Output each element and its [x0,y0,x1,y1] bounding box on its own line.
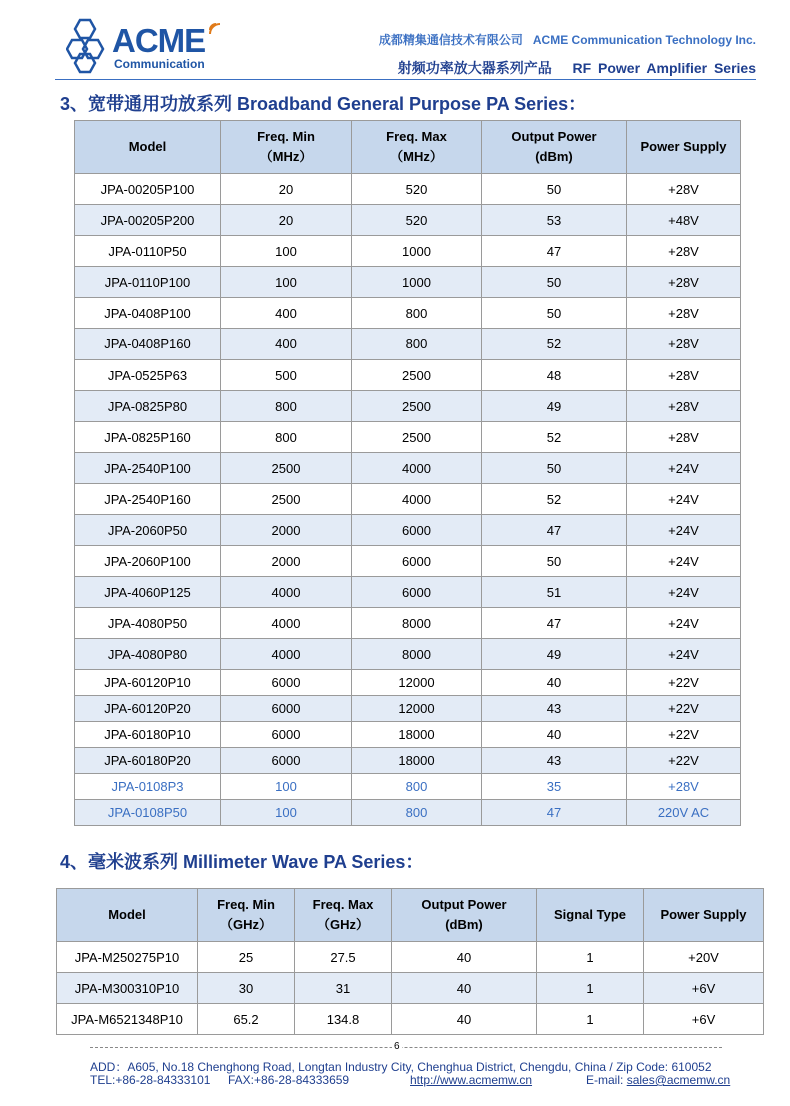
table-row [75,546,741,577]
cell-model: JPA-2060P100 [75,546,221,577]
cell-freq-max: 2500 [352,391,482,422]
cell-power-supply: +28V [627,236,741,267]
cell-freq-max: 800 [352,298,482,329]
cell-freq-min: 6000 [221,696,352,722]
company-name-cn: 成都精集通信技术有限公司 [378,33,523,47]
cell-power-supply: +28V [627,774,741,800]
cell-power-supply: +28V [627,391,741,422]
table-row [75,639,741,670]
cell-power-supply: +22V [627,670,741,696]
broadband-table-body [75,174,741,826]
table-row [75,236,741,267]
cell-output-power: 50 [482,453,627,484]
cell-power-supply: +6V [644,1004,764,1035]
cell-power-supply: +28V [627,267,741,298]
cell-output-power: 35 [482,774,627,800]
col-header-freq-min: Freq. Min （GHz） [198,889,295,942]
product-series [398,58,756,78]
millimeter-pa-table [56,888,764,1035]
table-row [75,174,741,205]
cell-output-power: 40 [392,973,537,1004]
cell-output-power: 50 [482,546,627,577]
table-row [75,696,741,722]
table-row [75,453,741,484]
cell-freq-max: 520 [352,174,482,205]
cell-power-supply: +24V [627,453,741,484]
section-title-broadband: 3、宽带通用功放系列 Broadband General Purpose PA Series： [60,94,587,114]
cell-model: JPA-0110P100 [75,267,221,298]
cell-freq-max: 12000 [352,670,482,696]
cell-model: JPA-M6521348P10 [57,1004,198,1035]
cell-freq-min: 20 [221,205,352,236]
table-row [75,670,741,696]
cell-power-supply: +24V [627,608,741,639]
cell-power-supply: +24V [627,546,741,577]
cell-output-power: 48 [482,360,627,391]
table-row [57,973,764,1004]
footer-divider [90,1047,722,1048]
cell-power-supply: +28V [627,360,741,391]
cell-power-supply: +22V [627,722,741,748]
col-header-output-power: Output Power (dBm) [482,121,627,174]
cell-freq-min: 100 [221,774,352,800]
cell-freq-max: 4000 [352,453,482,484]
cell-freq-min: 4000 [221,608,352,639]
cell-freq-min: 4000 [221,577,352,608]
cell-model: JPA-0825P80 [75,391,221,422]
cell-power-supply: +24V [627,639,741,670]
table-row [75,800,741,826]
cell-model: JPA-60180P10 [75,722,221,748]
product-series-en: RF Power Amplifier Series [572,60,756,76]
cell-freq-min: 400 [221,329,352,360]
cell-power-supply: +22V [627,748,741,774]
cell-model: JPA-2540P160 [75,484,221,515]
cell-output-power: 40 [392,942,537,973]
cell-freq-max: 800 [352,329,482,360]
cell-output-power: 53 [482,205,627,236]
cell-output-power: 52 [482,484,627,515]
cell-freq-min: 100 [221,267,352,298]
acme-logo [66,18,226,74]
cell-power-supply: 220V AC [627,800,741,826]
cell-model: JPA-0108P3 [75,774,221,800]
cell-freq-max: 800 [352,800,482,826]
cell-output-power: 50 [482,174,627,205]
cell-freq-max: 1000 [352,236,482,267]
table-row [75,748,741,774]
section-title-millimeter: 4、毫米波系列 Millimeter Wave PA Series： [60,852,424,872]
cell-model: JPA-4080P50 [75,608,221,639]
cell-freq-min: 800 [221,422,352,453]
cell-output-power: 43 [482,748,627,774]
cell-model: JPA-0108P50 [75,800,221,826]
cell-freq-min: 2500 [221,453,352,484]
cell-freq-max: 18000 [352,748,482,774]
cell-output-power: 50 [482,298,627,329]
cell-power-supply: +28V [627,422,741,453]
table-row [75,360,741,391]
logo-subtitle: Communication [114,57,205,71]
cell-freq-max: 27.5 [295,942,392,973]
table-row [75,391,741,422]
signal-icon [208,22,222,36]
cell-output-power: 40 [482,722,627,748]
cell-freq-min: 800 [221,391,352,422]
cell-model: JPA-0525P63 [75,360,221,391]
cell-output-power: 40 [482,670,627,696]
cell-model: JPA-2060P50 [75,515,221,546]
cell-model: JPA-M300310P10 [57,973,198,1004]
cell-model: JPA-2540P100 [75,453,221,484]
table-row [75,515,741,546]
cell-model: JPA-60120P20 [75,696,221,722]
cell-model: JPA-0408P100 [75,298,221,329]
product-series-cn: 射频功率放大器系列产品 [397,60,552,76]
cell-freq-min: 500 [221,360,352,391]
cell-power-supply: +24V [627,484,741,515]
table-row [75,577,741,608]
cell-output-power: 47 [482,236,627,267]
col-header-freq-max: Freq. Max （GHz） [295,889,392,942]
cell-power-supply: +28V [627,298,741,329]
cell-freq-min: 4000 [221,639,352,670]
cell-output-power: 47 [482,608,627,639]
table-row [75,484,741,515]
table-row [75,267,741,298]
cell-freq-min: 30 [198,973,295,1004]
col-header-freq-max: Freq. Max （MHz） [352,121,482,174]
cell-freq-max: 6000 [352,515,482,546]
cell-power-supply: +28V [627,174,741,205]
email-link[interactable]: sales@acmemw.cn [626,1073,731,1087]
cell-freq-max: 134.8 [295,1004,392,1035]
cell-freq-max: 8000 [352,639,482,670]
cell-output-power: 47 [482,515,627,546]
header-divider [55,79,756,80]
table-header-row [57,889,764,942]
table-row [75,422,741,453]
cell-power-supply: +22V [627,696,741,722]
cell-power-supply: +24V [627,515,741,546]
cell-output-power: 49 [482,639,627,670]
cell-signal-type: 1 [537,942,644,973]
col-header-power-supply: Power Supply [627,121,741,174]
cell-model: JPA-60180P20 [75,748,221,774]
cell-output-power: 52 [482,329,627,360]
millimeter-table-body [57,942,764,1035]
cell-freq-max: 4000 [352,484,482,515]
cell-power-supply: +20V [644,942,764,973]
table-row [57,942,764,973]
cell-freq-min: 6000 [221,670,352,696]
cell-freq-max: 6000 [352,577,482,608]
cell-model: JPA-4060P125 [75,577,221,608]
cell-freq-min: 2000 [221,546,352,577]
table-row [75,608,741,639]
col-header-model: Model [57,889,198,942]
cell-freq-max: 6000 [352,546,482,577]
table-row [75,329,741,360]
cell-model: JPA-4080P80 [75,639,221,670]
cell-freq-max: 12000 [352,696,482,722]
cell-model: JPA-M250275P10 [57,942,198,973]
cell-power-supply: +28V [627,329,741,360]
cell-freq-min: 65.2 [198,1004,295,1035]
cell-freq-min: 6000 [221,748,352,774]
cell-model: JPA-00205P100 [75,174,221,205]
cell-freq-min: 400 [221,298,352,329]
cell-freq-max: 2500 [352,422,482,453]
table-row [75,298,741,329]
cell-freq-min: 25 [198,942,295,973]
website-link[interactable]: http://www.acmemw.cn [410,1073,533,1087]
cell-model: JPA-00205P200 [75,205,221,236]
cell-freq-min: 2500 [221,484,352,515]
cell-model: JPA-60120P10 [75,670,221,696]
cell-output-power: 52 [482,422,627,453]
col-header-output-power: Output Power (dBm) [392,889,537,942]
cell-output-power: 50 [482,267,627,298]
col-header-freq-min: Freq. Min （MHz） [221,121,352,174]
cell-model: JPA-0110P50 [75,236,221,267]
table-row [75,205,741,236]
table-row [75,722,741,748]
cell-output-power: 43 [482,696,627,722]
table-header-row [75,121,741,174]
page-number: 6 [394,1041,400,1052]
cell-freq-max: 31 [295,973,392,1004]
cell-power-supply: +6V [644,973,764,1004]
cell-freq-max: 520 [352,205,482,236]
cell-freq-max: 1000 [352,267,482,298]
broadband-pa-table [74,120,741,826]
col-header-model: Model [75,121,221,174]
cell-freq-max: 800 [352,774,482,800]
footer-address: ADD：A605, No.18 Chenghong Road, Longtan Industry City, Chenghua District, Chengdu, China / Zip Code: 610052 [90,1060,712,1074]
cell-model: JPA-0408P160 [75,329,221,360]
cell-output-power: 47 [482,800,627,826]
cell-model: JPA-0825P160 [75,422,221,453]
cell-freq-max: 8000 [352,608,482,639]
cell-power-supply: +48V [627,205,741,236]
footer-fax: FAX:+86-28-84333659 [228,1073,350,1087]
cell-freq-min: 6000 [221,722,352,748]
cell-output-power: 51 [482,577,627,608]
footer-tel: TEL:+86-28-84333101 [90,1073,211,1087]
logo-text: ACME [112,22,206,59]
cell-freq-min: 2000 [221,515,352,546]
cell-freq-min: 20 [221,174,352,205]
company-name [379,31,756,48]
table-row [75,774,741,800]
cell-freq-max: 18000 [352,722,482,748]
table-row [57,1004,764,1035]
cell-signal-type: 1 [537,973,644,1004]
cell-freq-min: 100 [221,800,352,826]
footer-email [586,1073,730,1087]
cell-signal-type: 1 [537,1004,644,1035]
col-header-signal-type: Signal Type [537,889,644,942]
cell-output-power: 49 [482,391,627,422]
cell-output-power: 40 [392,1004,537,1035]
col-header-power-supply: Power Supply [644,889,764,942]
cell-power-supply: +24V [627,577,741,608]
email-label: E-mail: [586,1073,624,1087]
cell-freq-min: 100 [221,236,352,267]
company-name-en: ACME Communication Technology Inc. [532,33,756,47]
hexagon-logo-icon [66,18,110,74]
cell-freq-max: 2500 [352,360,482,391]
